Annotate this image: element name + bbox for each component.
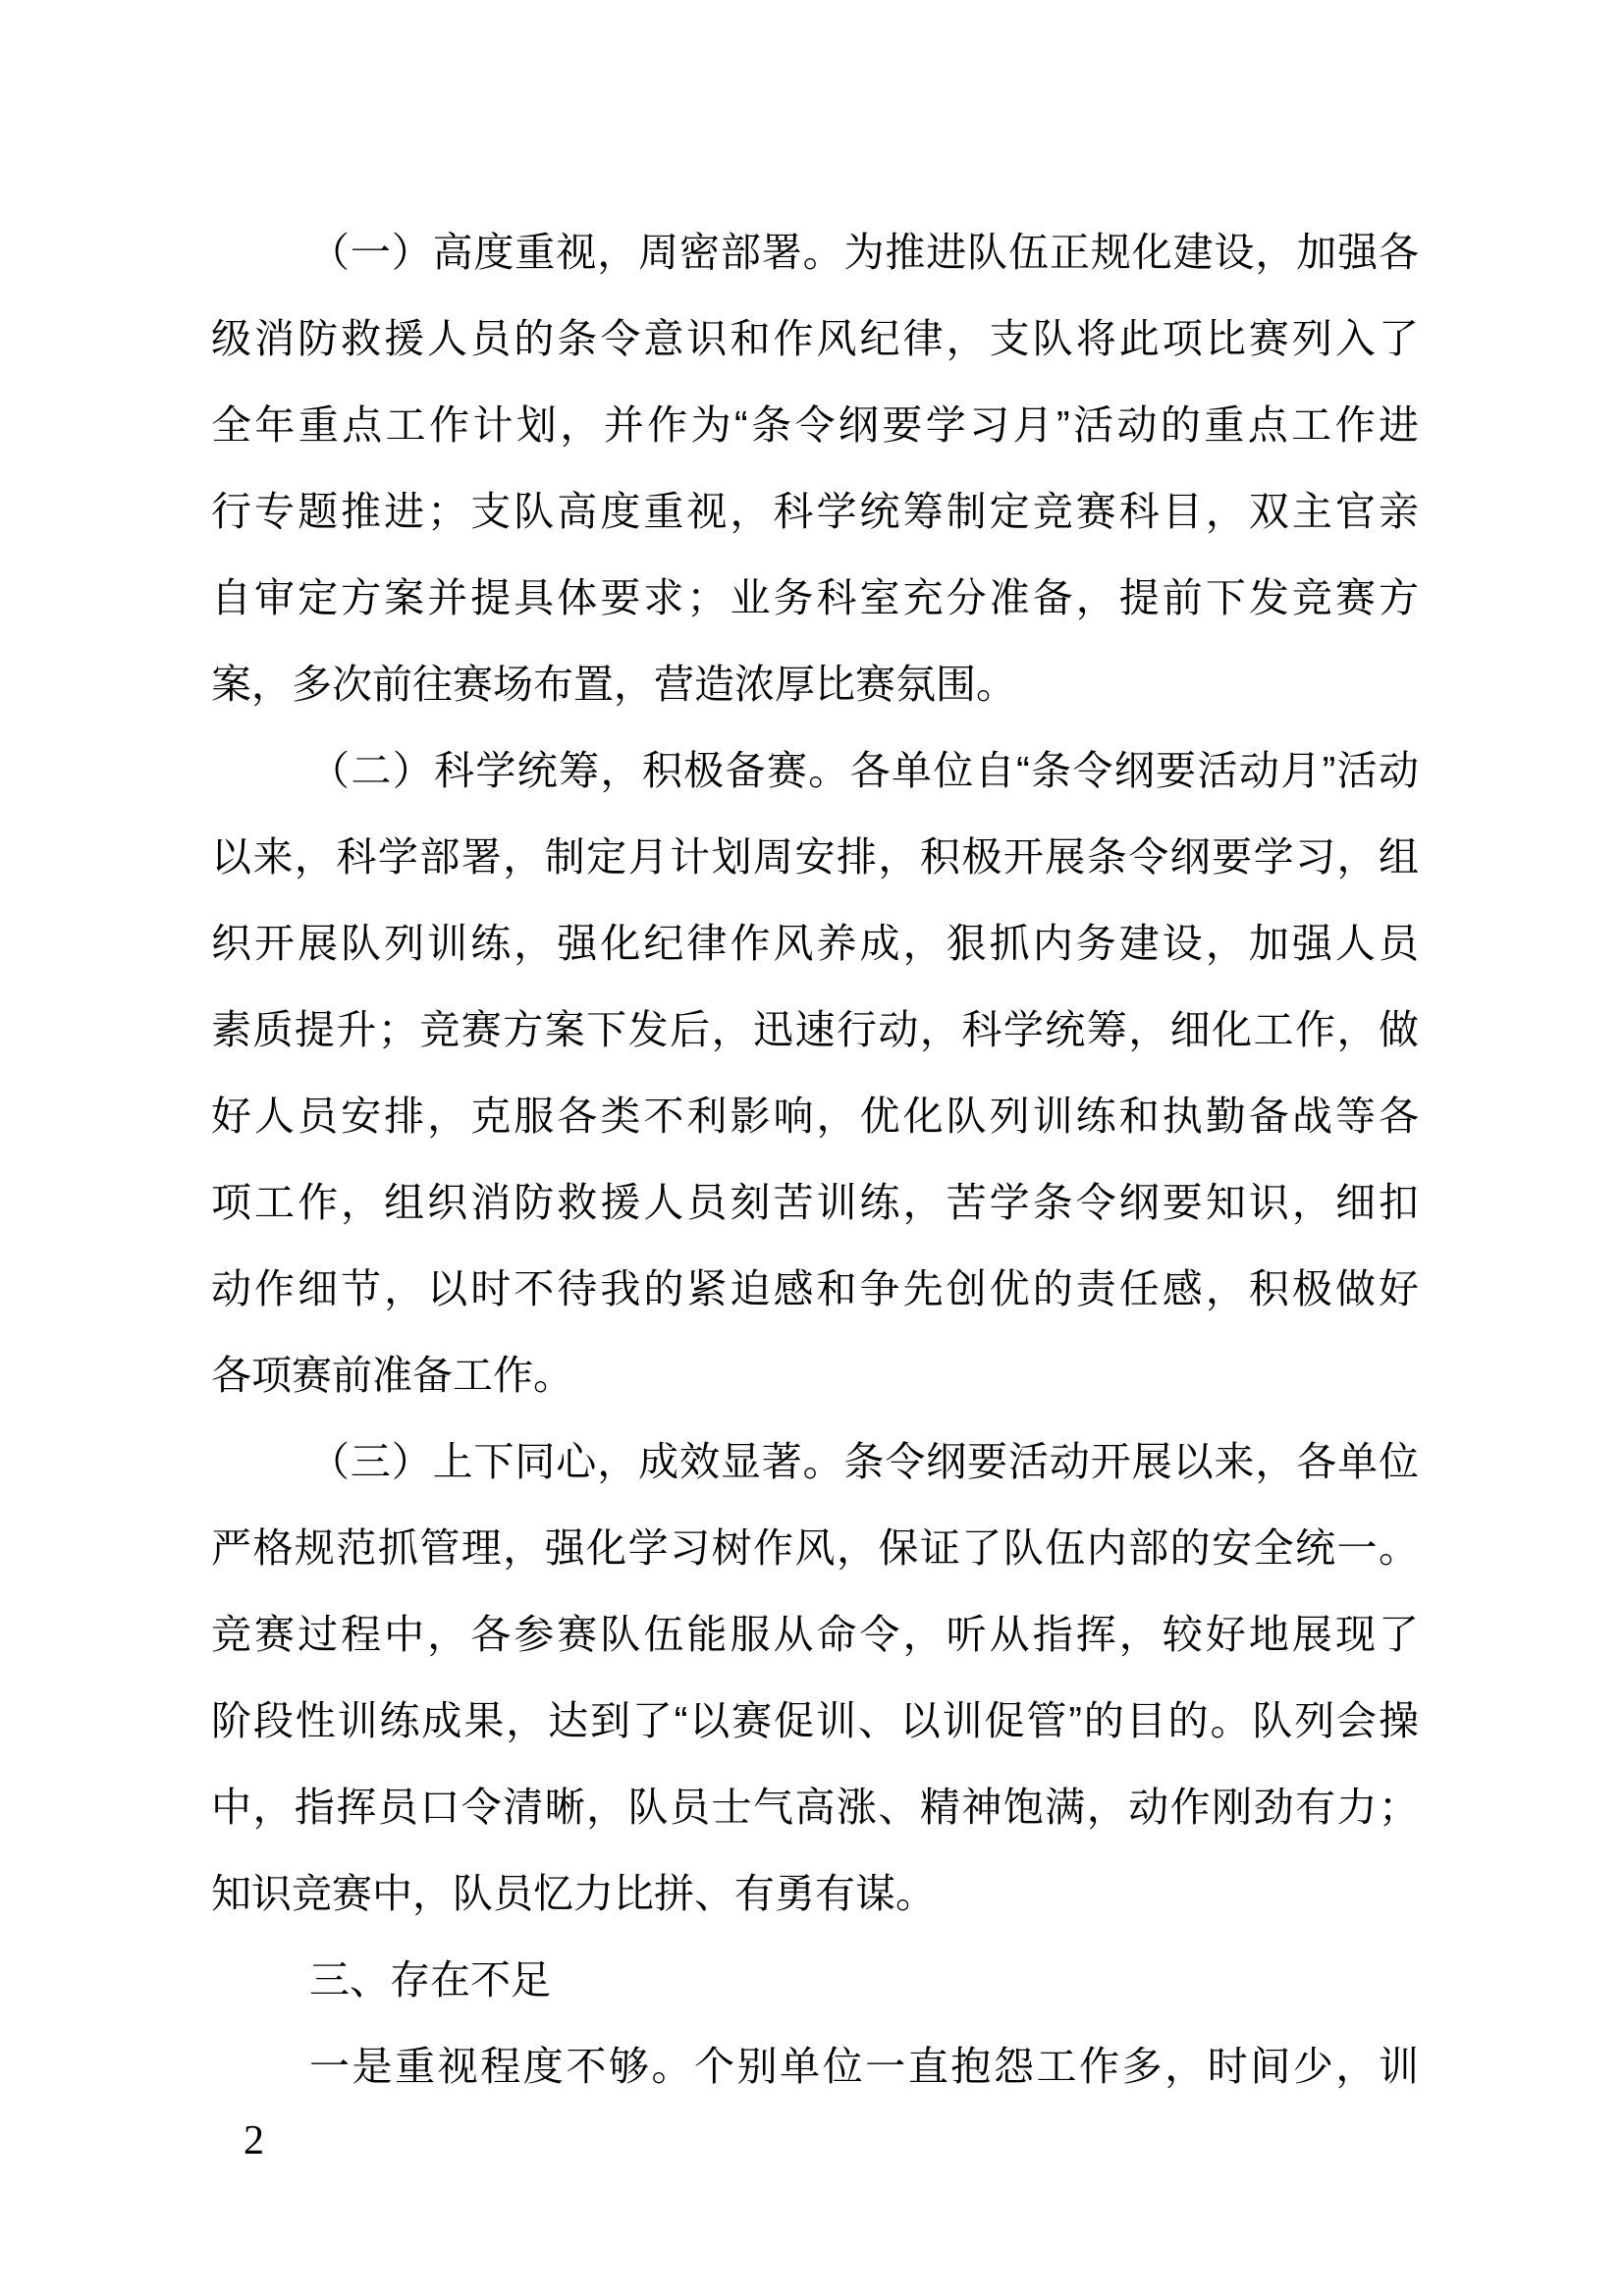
document-body: [211, 209, 1419, 2109]
text-line: 阶段性训练成果，达到了“以赛促训、以训促管”的目的。队列会操: [211, 1698, 1419, 1743]
text-line: 项工作，组织消防救援人员刻苦训练，苦学条令纲要知识，细扣: [211, 1180, 1419, 1225]
text-line: 行专题推进；支队高度重视，科学统筹制定竞赛科目，双主官亲: [211, 489, 1419, 534]
text-line: 一是重视程度不够。个别单位一直抱怨工作多，时间少，训: [309, 2044, 1419, 2089]
paragraph: [211, 209, 1419, 727]
text-line: 以来，科学部署，制定月计划周安排，积极开展条令纲要学习，组: [211, 834, 1419, 880]
text-line: 自审定方案并提具体要求；业务科室充分准备，提前下发竞赛方: [211, 575, 1419, 620]
text-line: 级消防救援人员的条令意识和作风纪律，支队将此项比赛列入了: [211, 316, 1419, 361]
text-line: 好人员安排，克服各类不利影响，优化队列训练和执勤备战等各: [211, 1094, 1419, 1139]
section-heading: [211, 1937, 1419, 2023]
text-line: 织开展队列训练，强化纪律作风养成，狠抓内务建设，加强人员: [211, 921, 1419, 966]
text-line: （二）科学统筹，积极备赛。各单位自“条令纲要活动月”活动: [309, 748, 1419, 793]
text-line: 素质提升；竞赛方案下发后，迅速行动，科学统筹，细化工作，做: [211, 1007, 1419, 1052]
text-line: 案，多次前往赛场布置，营造浓厚比赛氛围。: [211, 662, 1016, 707]
text-line: 中，指挥员口令清晰，队员士气高涨、精神饱满，动作刚劲有力；: [211, 1785, 1419, 1830]
heading-line: 三、存在不足: [309, 1957, 551, 2002]
page-number: 2: [244, 2118, 264, 2163]
text-line: 竞赛过程中，各参赛队伍能服从命令，听从指挥，较好地展现了: [211, 1612, 1419, 1657]
text-line: 各项赛前准备工作。: [211, 1353, 573, 1398]
paragraph: [211, 2023, 1419, 2109]
text-line: 严格规范抓管理，强化学习树作风，保证了队伍内部的安全统一。: [211, 1525, 1419, 1571]
text-line: 动作细节，以时不待我的紧迫感和争先创优的责任感，积极做好: [211, 1266, 1419, 1311]
text-line: （三）上下同心，成效显著。条令纲要活动开展以来，各单位: [309, 1439, 1419, 1484]
text-line: 全年重点工作计划，并作为“条令纲要学习月”活动的重点工作进: [211, 402, 1419, 448]
paragraph: [211, 727, 1419, 1418]
text-line: 知识竞赛中，队员忆力比拼、有勇有谋。: [211, 1871, 936, 1916]
paragraph: [211, 1418, 1419, 1937]
text-line: （一）高度重视，周密部署。为推进队伍正规化建设，加强各: [309, 230, 1419, 275]
